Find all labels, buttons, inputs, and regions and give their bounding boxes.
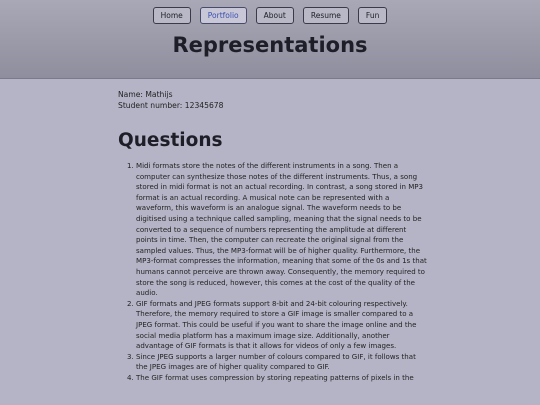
main-content	[118, 89, 428, 383]
questions-list	[118, 161, 428, 383]
question-answer-2: 2. GIF formats and JPEG formats support 8-bit and 24-bit colouring respectively. Therefore, the memory required to store a GIF image is smaller compared to a JPEG format. This could be useful if you want to share the image online and the social media platform has a maximum image size. Additionally, another advantage of GIF formats is that it allows for videos of only a few images.	[136, 299, 428, 352]
page-title: Representations	[172, 33, 368, 57]
question-answer-3: 3. Since JPEG supports a larger number of colours compared to GIF, it follows that the JPEG images are of higher quality compared to GIF.	[136, 352, 428, 373]
question-answer-4: 4. The GIF format uses compression by storing repeating patterns of pixels in the	[136, 373, 428, 384]
nav-home-button[interactable]: Home	[153, 7, 191, 24]
nav-about-button[interactable]: About	[256, 7, 294, 24]
student-name: Name: Mathijs	[118, 90, 173, 99]
questions-heading: Questions	[118, 130, 223, 151]
student-number: Student number: 12345678	[118, 101, 224, 110]
top-nav	[0, 7, 540, 24]
nav-portfolio-button[interactable]: Portfolio	[200, 7, 247, 24]
nav-resume-button[interactable]: Resume	[303, 7, 349, 24]
site-header	[0, 0, 540, 79]
question-answer-1: 1. Midi formats store the notes of the different instruments in a song. Then a computer can synthesize those notes of the different instruments. Thus, a song stored in midi format is not an actual recording. In contrast, a song stored in MP3 format is an actual recording. A musical note can be represented with a waveform, this waveform is an analogue signal. The waveform needs to be digitised using a technique called sampling, meaning that the signal needs to be converted to a sequence of numbers representing the amplitude at different points in time. Then, the computer can recreate the original signal from the sampled values. Thus, the MP3-format will be of higher quality. Furthermore, the MP3-format compresses the information, meaning that some of the 0s and 1s that humans cannot perceive are thrown away. Consequently, the memory required to store the song is reduced, however, this comes at the cost of the quality of the audio.	[136, 161, 428, 299]
nav-fun-button[interactable]: Fun	[358, 7, 387, 24]
